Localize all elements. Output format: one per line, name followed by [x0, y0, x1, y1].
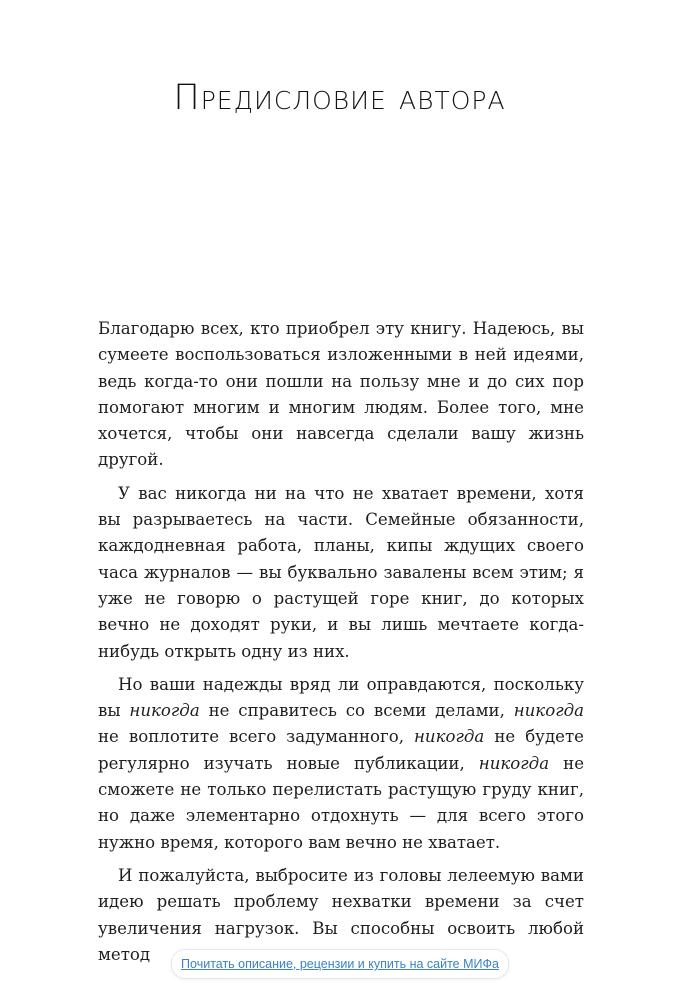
paragraph-3-emphasis: никогда [478, 753, 550, 773]
paragraph-3-text: не сможете не только перелистать растущую груду книг, но даже элементарно отдохнуть — для всего этого нужно время, которого вам вечно не хватает. [98, 753, 585, 852]
paragraph-3-text: не справитесь со всеми делами, [199, 701, 514, 721]
paragraph-3 [98, 672, 584, 856]
paragraph-2-text: У вас никогда ни на что не хватает времени, хотя вы разрываетесь на части. Семейные обязанности, каждодневная работа, планы, кипы ждущих своего часа журналов — вы буквально завалены всем этим; я уже не говорю о растущей горе книг, до которых вечно не доходят руки, и вы лишь мечтаете когда-нибудь открыть одну из них. [98, 483, 584, 661]
paragraph-4-text: И пожалуйста, выбросите из головы лелеемую вами идею решать проблему нехватки времени за счет увеличения нагрузок. Вы способны освоить любой метод [98, 865, 584, 964]
paragraph-3-emphasis: никогда [413, 727, 485, 747]
paragraph-1 [98, 316, 584, 474]
chapter-body [98, 316, 584, 975]
paragraph-3-text: Но ваши надежды вряд ли оправдаются, поскольку вы [98, 674, 584, 721]
paragraph-3-text: не будете регулярно изучать новые публикации, [98, 727, 584, 773]
paragraph-3-text: не воплотите всего задуманного, [98, 727, 414, 747]
paragraph-1-text: Благодарю всех, кто приобрел эту книгу. Надеюсь, вы сумеете воспользоваться изложенными в ней идеями, ведь когда-то они пошли на пользу мне и до сих пор помогают многим и многим людям. Более того, мне хочется, чтобы они навсегда сделали вашу жизнь другой. [98, 319, 584, 470]
paragraph-3-emphasis: никогда [513, 701, 585, 721]
chapter-title: Предисловие автора [173, 78, 506, 118]
paragraph-2 [98, 481, 584, 665]
store-link-bar [171, 949, 509, 979]
store-link[interactable]: Почитать описание, рецензии и купить на сайте МИФа [181, 957, 499, 971]
paragraph-3-emphasis: никогда [129, 701, 200, 721]
